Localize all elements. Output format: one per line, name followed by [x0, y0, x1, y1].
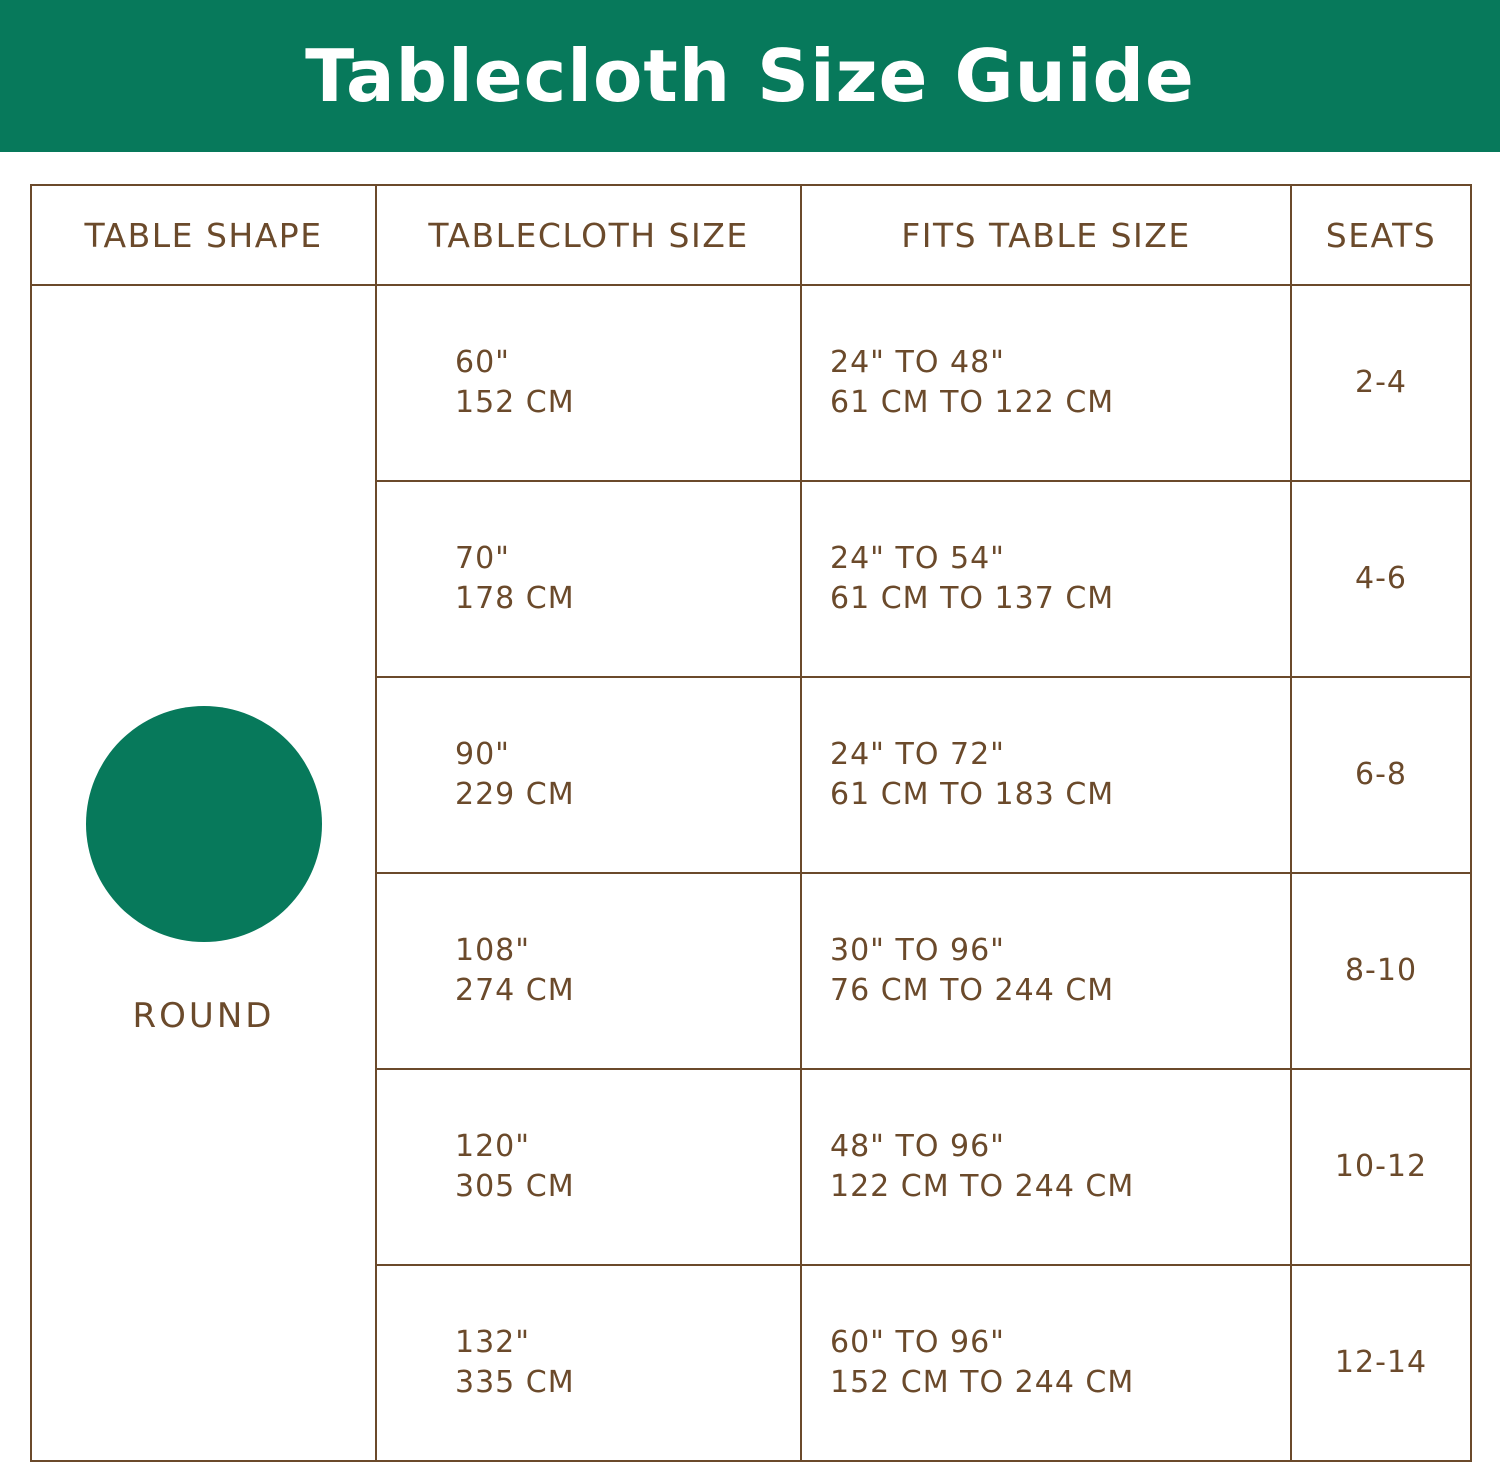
- cell-fits-table-size: [801, 1265, 1291, 1461]
- cell-seats: 8-10: [1291, 873, 1471, 1069]
- fits-size-inches: 24" TO 72": [830, 736, 1005, 772]
- table-header: [31, 185, 1471, 285]
- cloth-size-inches: 120": [455, 1128, 531, 1164]
- shape-cell-round: [31, 285, 376, 1461]
- cloth-size-inches: 90": [455, 736, 510, 772]
- cell-fits-table-size: [801, 285, 1291, 481]
- cell-fits-table-size: [801, 1069, 1291, 1265]
- table-body: [31, 285, 1471, 1461]
- cloth-size-inches: 60": [455, 344, 510, 380]
- cloth-size-cm: 229 CM: [455, 777, 575, 812]
- table-header-row: [31, 185, 1471, 285]
- cell-tablecloth-size: [376, 873, 801, 1069]
- cloth-size-cm: 274 CM: [455, 973, 575, 1008]
- cell-tablecloth-size: [376, 285, 801, 481]
- cell-fits-table-size: [801, 481, 1291, 677]
- column-header-fits-table-size: FITS TABLE SIZE: [801, 185, 1291, 285]
- fits-size-inches: 30" TO 96": [830, 932, 1005, 968]
- cell-seats: 2-4: [1291, 285, 1471, 481]
- table-container: [0, 152, 1500, 1462]
- fits-size-inches: 48" TO 96": [830, 1128, 1005, 1164]
- fits-size-cm: 61 CM TO 122 CM: [830, 385, 1115, 420]
- cloth-size-cm: 178 CM: [455, 581, 575, 616]
- column-header-tablecloth-size: TABLECLOTH SIZE: [376, 185, 801, 285]
- fits-size-cm: 76 CM TO 244 CM: [830, 973, 1115, 1008]
- table-row: [31, 285, 1471, 481]
- cell-tablecloth-size: [376, 1069, 801, 1265]
- fits-size-cm: 61 CM TO 183 CM: [830, 777, 1115, 812]
- cloth-size-cm: 335 CM: [455, 1365, 575, 1400]
- tablecloth-size-table: [30, 184, 1472, 1462]
- cell-fits-table-size: [801, 873, 1291, 1069]
- cell-seats: 10-12: [1291, 1069, 1471, 1265]
- column-header-seats: SEATS: [1291, 185, 1471, 285]
- cloth-size-inches: 108": [455, 932, 531, 968]
- header-banner: [0, 0, 1500, 152]
- cloth-size-cm: 305 CM: [455, 1169, 575, 1204]
- cell-seats: 6-8: [1291, 677, 1471, 873]
- cell-fits-table-size: [801, 677, 1291, 873]
- cloth-size-inches: 132": [455, 1324, 531, 1360]
- column-header-table-shape: TABLE SHAPE: [31, 185, 376, 285]
- fits-size-cm: 122 CM TO 244 CM: [830, 1169, 1135, 1204]
- fits-size-inches: 60" TO 96": [830, 1324, 1005, 1360]
- fits-size-cm: 152 CM TO 244 CM: [830, 1365, 1135, 1400]
- cloth-size-cm: 152 CM: [455, 385, 575, 420]
- fits-size-cm: 61 CM TO 137 CM: [830, 581, 1115, 616]
- cloth-size-inches: 70": [455, 540, 510, 576]
- fits-size-inches: 24" TO 54": [830, 540, 1005, 576]
- cell-tablecloth-size: [376, 481, 801, 677]
- cell-tablecloth-size: [376, 1265, 801, 1461]
- shape-label: ROUND: [132, 996, 275, 1037]
- circle-shape-icon: [86, 706, 322, 942]
- page-title: Tablecloth Size Guide: [305, 34, 1195, 118]
- cell-tablecloth-size: [376, 677, 801, 873]
- cell-seats: 12-14: [1291, 1265, 1471, 1461]
- cell-seats: 4-6: [1291, 481, 1471, 677]
- fits-size-inches: 24" TO 48": [830, 344, 1005, 380]
